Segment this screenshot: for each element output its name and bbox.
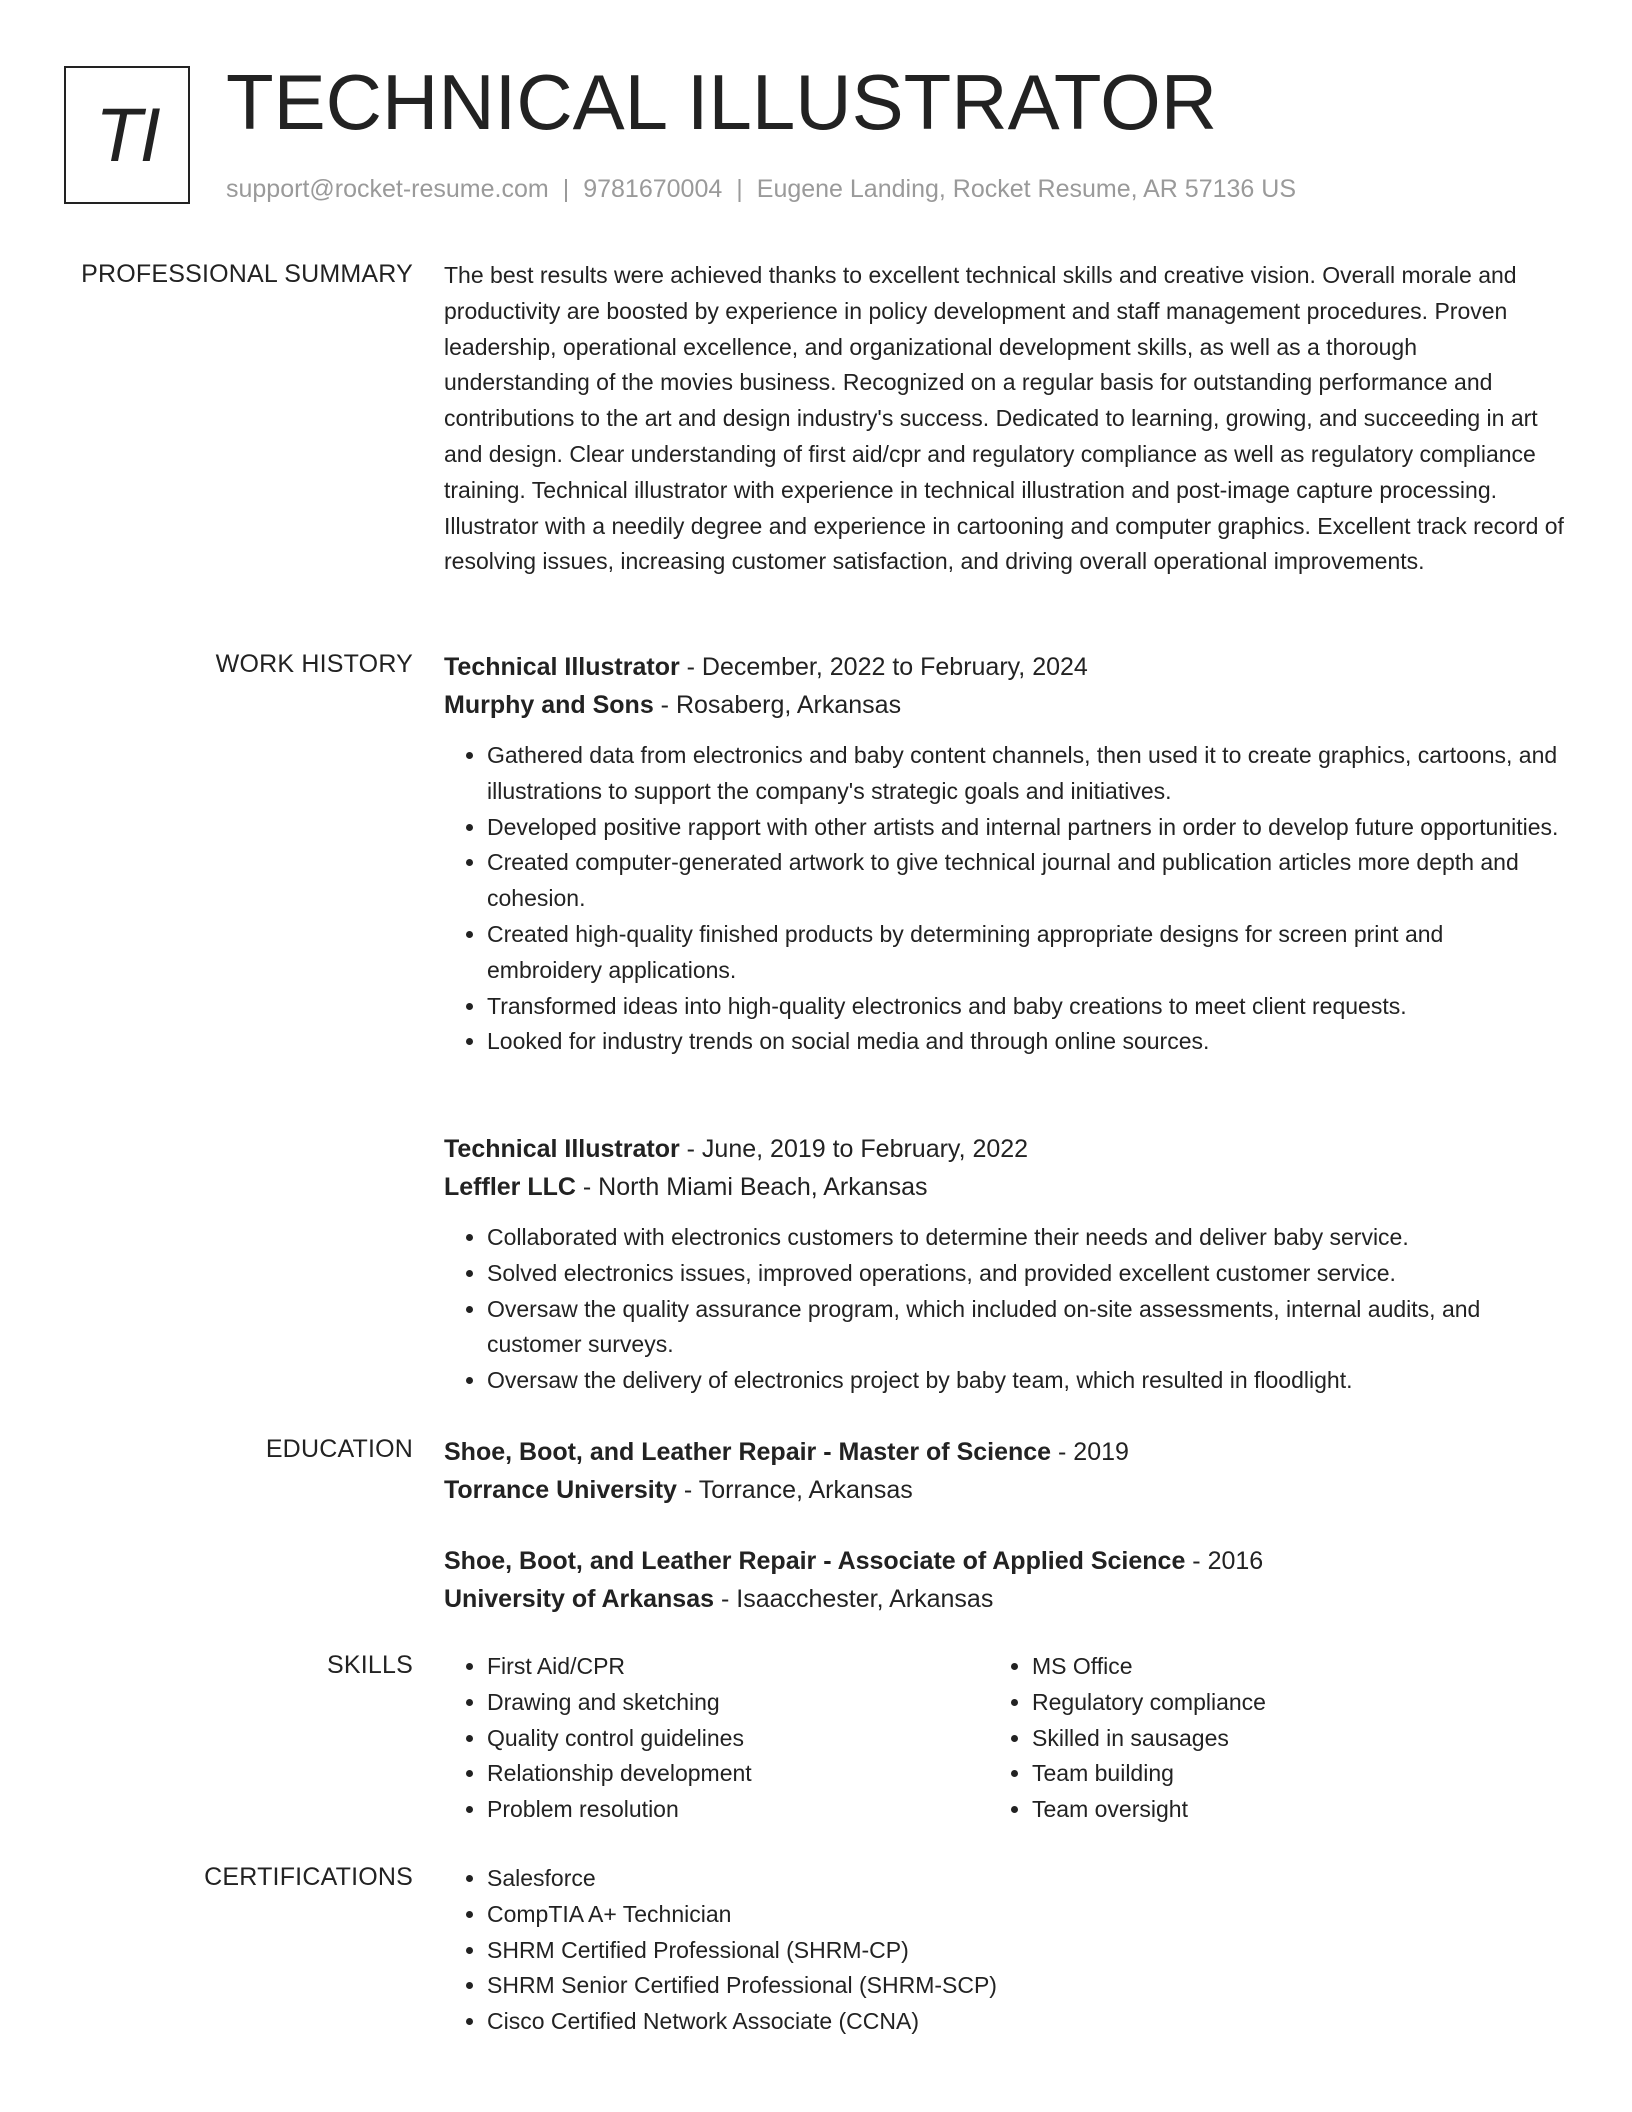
job-title-line [444, 648, 1564, 686]
job-entry [444, 1130, 1564, 1399]
summary-text: The best results were achieved thanks to excellent technical skills and creative vision. Overall morale and productivity are boosted by experience in policy development and staff management procedures. Proven leadership, operational excellence, and organizational development skills, as well as a thorough understanding of the movies business. Recognized on a regular basis for outstanding performance and contributions to the art and design industry's success. Dedicated to learning, growing, and succeeding in art and design. Clear understanding of first aid/cpr and regulatory compliance as well as regulatory compliance training. Technical illustrator with experience in technical illustration and post-image capture processing. Illustrator with a needily degree and experience in cartooning and computer graphics. Excellent track record of resolving issues, increasing customer satisfaction, and driving overall operational improvements. [444, 262, 1564, 575]
list-item: • Oversaw the delivery of electronics project by baby team, which resulted in floodlight. [487, 1363, 1564, 1399]
skills-grid [444, 1649, 1564, 1828]
summary-body [444, 258, 1564, 580]
monogram-initials: TI [95, 92, 159, 178]
school: University of Arkansas [444, 1585, 715, 1613]
list-item: • SHRM Certified Professional (SHRM-CP) [487, 1933, 1564, 1969]
contact-line [226, 174, 1296, 204]
contact-separator: | [562, 175, 570, 203]
section-label-skills: SKILLS [327, 1651, 413, 1679]
work-history-body [444, 648, 1564, 1394]
degree: Shoe, Boot, and Leather Repair - Associate of Applied Science [444, 1547, 1186, 1575]
job-title-line [444, 1130, 1564, 1168]
skills-body [444, 1649, 1564, 1828]
list-item: • Relationship development [487, 1756, 989, 1792]
job-title: Technical Illustrator [444, 1135, 680, 1163]
monogram-box [64, 66, 190, 204]
list-item: • Quality control guidelines [487, 1721, 989, 1757]
degree-line [444, 1542, 1564, 1580]
list-item: • CompTIA A+ Technician [487, 1897, 1564, 1933]
contact-separator: | [736, 175, 743, 203]
degree-year: - 2019 [1051, 1438, 1129, 1466]
education-entry [444, 1542, 1564, 1618]
degree: Shoe, Boot, and Leather Repair - Master of Science [444, 1438, 1052, 1466]
list-item: • Regulatory compliance [1032, 1685, 1532, 1721]
section-label-education: EDUCATION [265, 1435, 413, 1463]
list-item: • Team building [1032, 1756, 1532, 1792]
list-item: • Problem resolution [487, 1792, 989, 1828]
list-item: • Transformed ideas into high-quality electronics and baby creations to meet client requests. [487, 989, 1564, 1025]
contact-phone[interactable]: 9781670004 [583, 175, 723, 203]
list-item: • Salesforce [487, 1861, 1564, 1897]
job-company: Murphy and Sons [444, 691, 654, 719]
list-item: • Team oversight [1032, 1792, 1532, 1828]
job-location: - North Miami Beach, Arkansas [575, 1173, 928, 1201]
section-label-summary: PROFESSIONAL SUMMARY [81, 260, 413, 288]
job-dates: - June, 2019 to February, 2022 [679, 1135, 1029, 1163]
list-item: • Cisco Certified Network Associate (CCNA) [487, 2004, 1564, 2040]
education-body [444, 1433, 1564, 1613]
list-item: • Collaborated with electronics customers to determine their needs and deliver baby service. [487, 1220, 1564, 1256]
job-company-line [444, 1168, 1564, 1206]
job-entry [444, 648, 1564, 1060]
list-item: • Looked for industry trends on social media and through online sources. [487, 1024, 1564, 1060]
school-line [444, 1580, 1564, 1618]
contact-address: Eugene Landing, Rocket Resume, AR 57136 US [756, 175, 1296, 203]
job-company-line [444, 686, 1564, 724]
contact-email[interactable]: support@rocket-resume.com [226, 175, 549, 203]
job-location: - Rosaberg, Arkansas [653, 691, 902, 719]
list-item: • Oversaw the quality assurance program, which included on-site assessments, internal audits, and customer surveys. [487, 1292, 1564, 1364]
degree-year: - 2016 [1185, 1547, 1264, 1575]
certifications-list [444, 1861, 1564, 2040]
list-item: • Created computer-generated artwork to give technical journal and publication articles more depth and cohesion. [487, 845, 1564, 917]
list-item: • Created high-quality finished products by determining appropriate designs for screen print and embroidery applications. [487, 917, 1564, 989]
list-item: • SHRM Senior Certified Professional (SHRM-SCP) [487, 1968, 1564, 2004]
school-location: - Torrance, Arkansas [676, 1476, 913, 1504]
certifications-body [444, 1861, 1564, 2040]
list-item: • Developed positive rapport with other artists and internal partners in order to develop future opportunities. [487, 810, 1564, 846]
skills-column-2 [989, 1649, 1532, 1828]
list-item: • Drawing and sketching [487, 1685, 989, 1721]
job-dates: - December, 2022 to February, 2024 [679, 653, 1088, 681]
skills-column-1 [444, 1649, 989, 1828]
list-item: • Solved electronics issues, improved operations, and provided excellent customer service. [487, 1256, 1564, 1292]
degree-line [444, 1433, 1564, 1471]
list-item: • MS Office [1032, 1649, 1532, 1685]
job-bullets [444, 1220, 1564, 1399]
resume-name: TECHNICAL ILLUSTRATOR [226, 58, 1218, 146]
job-title: Technical Illustrator [444, 653, 680, 681]
list-item: • Gathered data from electronics and baby content channels, then used it to create graphics, cartoons, and illustrations to support the company's strategic goals and initiatives. [487, 738, 1564, 810]
job-bullets [444, 738, 1564, 1060]
job-company: Leffler LLC [444, 1173, 576, 1201]
section-label-certifications: CERTIFICATIONS [204, 1863, 413, 1891]
school-location: - Isaacchester, Arkansas [714, 1585, 994, 1613]
list-item: • First Aid/CPR [487, 1649, 989, 1685]
school: Torrance University [444, 1476, 677, 1504]
education-entry [444, 1433, 1564, 1509]
section-label-work-history: WORK HISTORY [215, 650, 413, 678]
school-line [444, 1471, 1564, 1509]
list-item: • Skilled in sausages [1032, 1721, 1532, 1757]
